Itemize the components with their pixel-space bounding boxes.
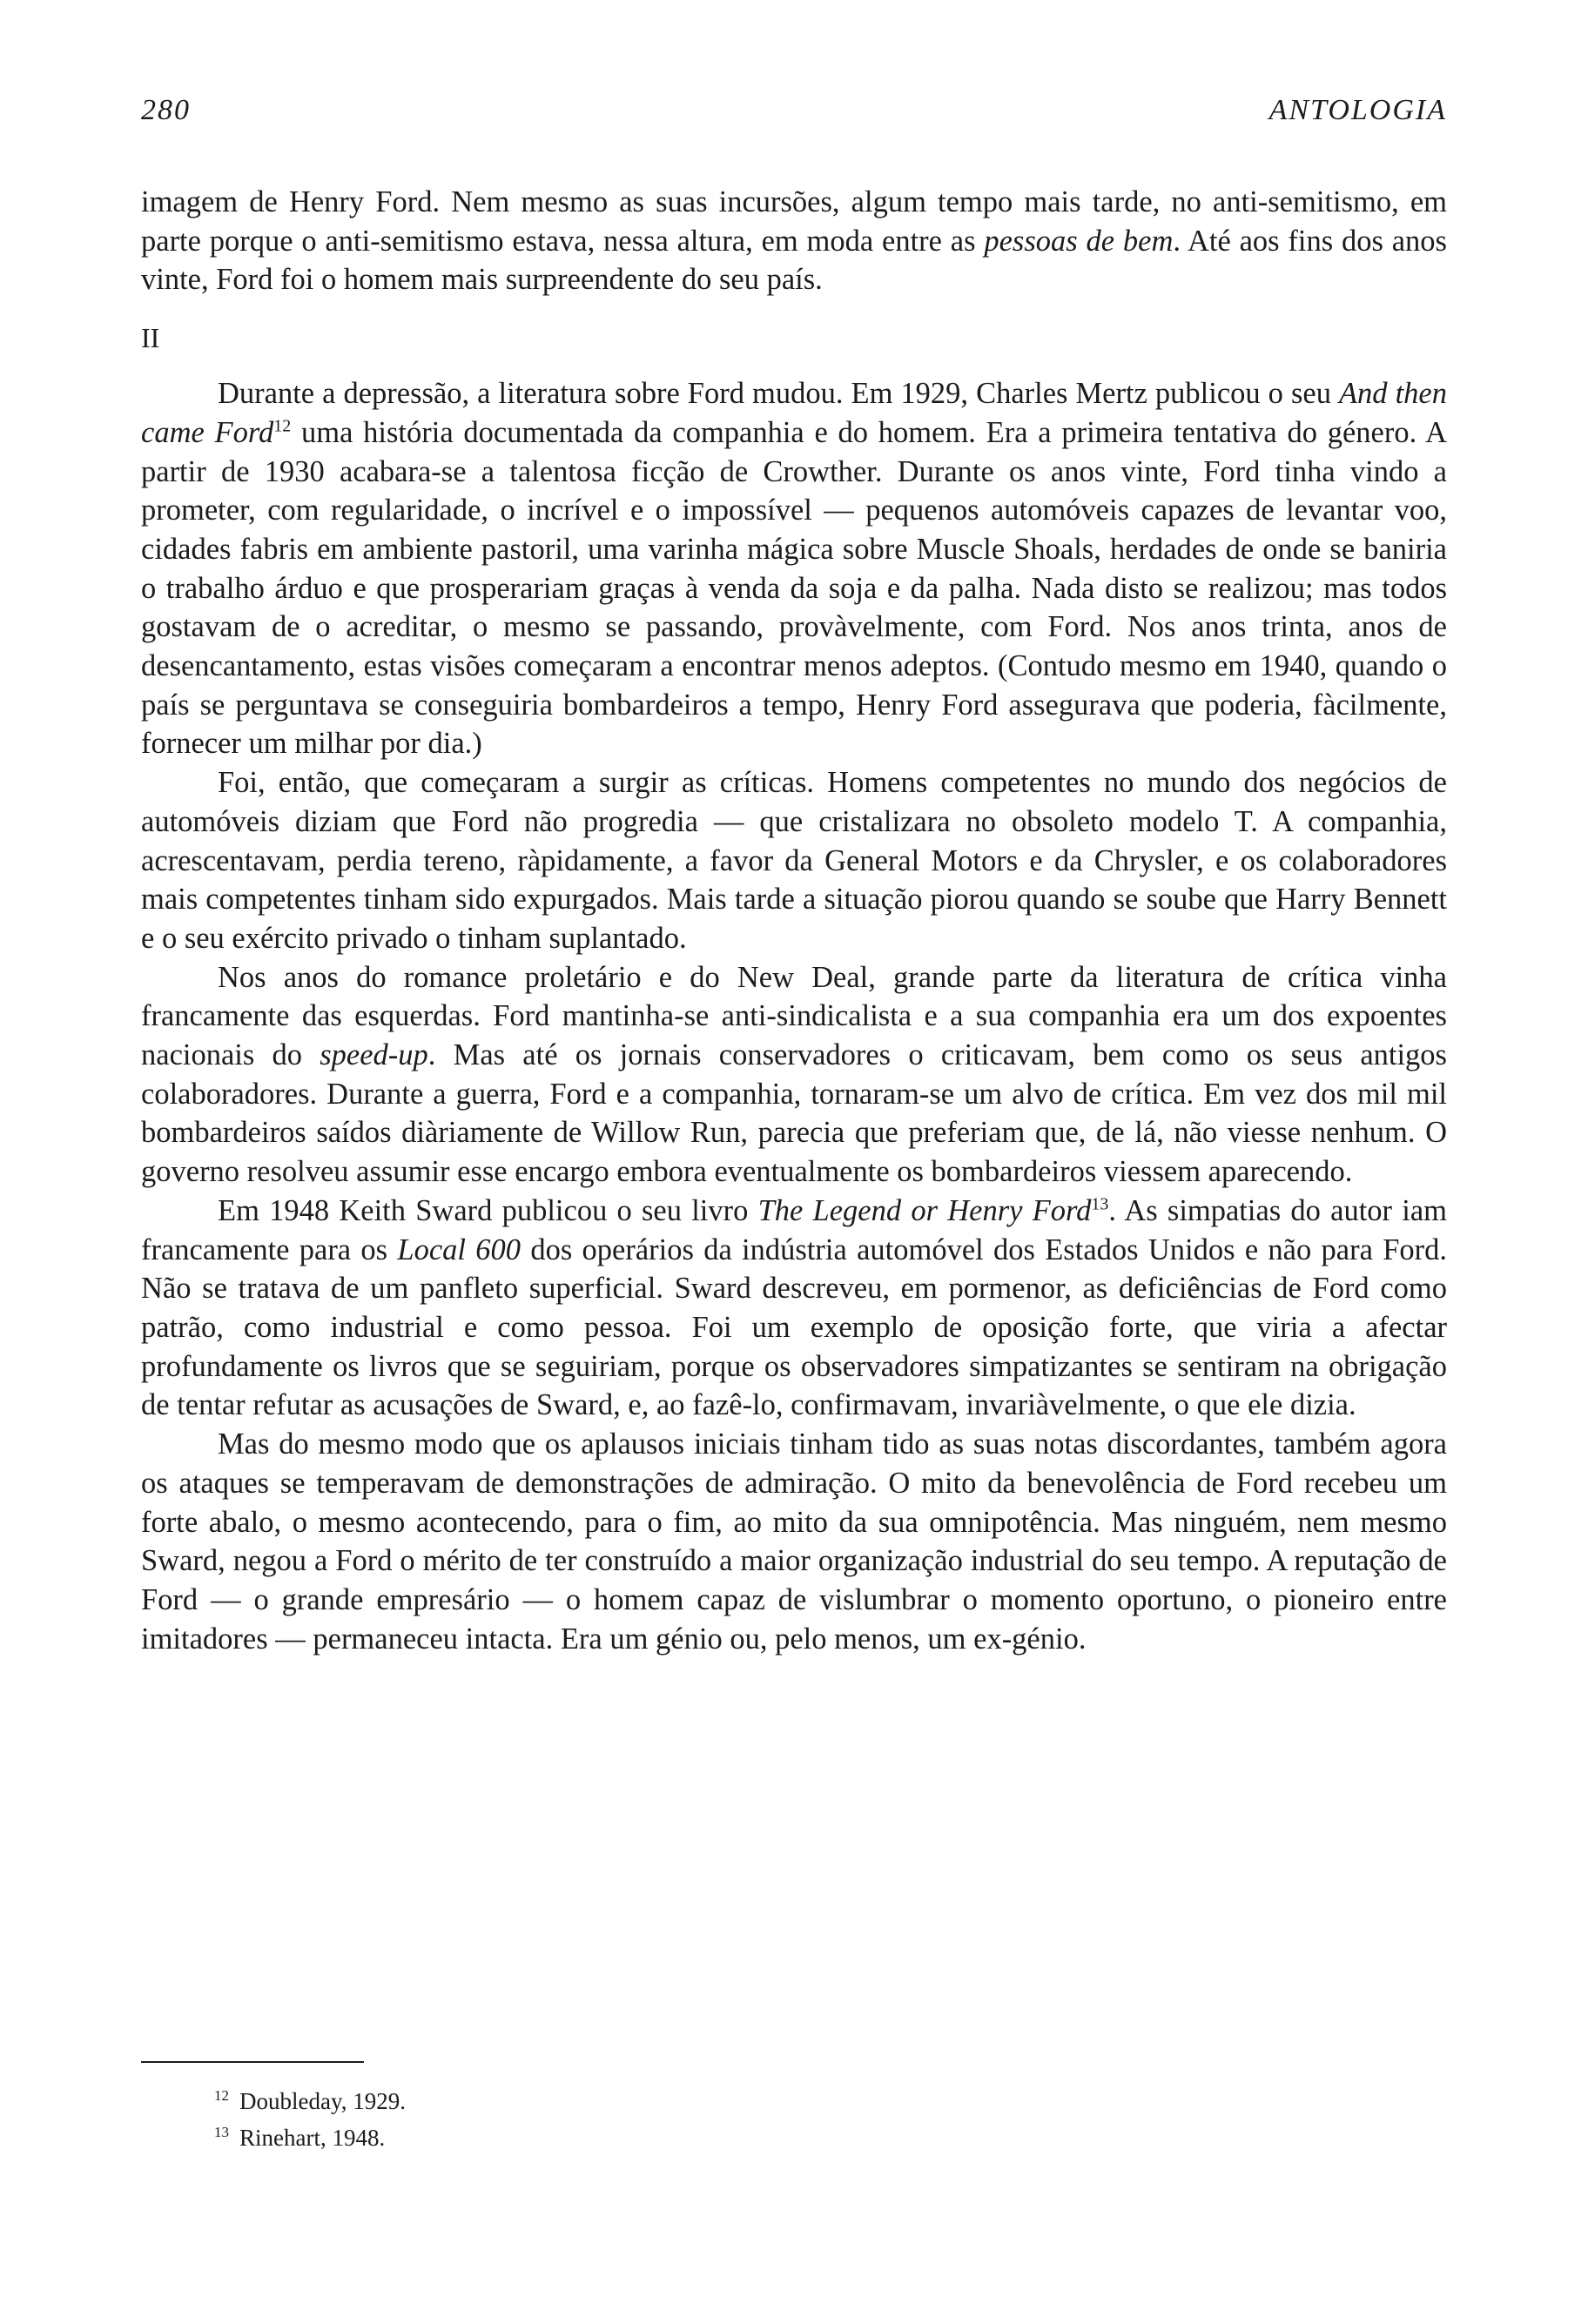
footnote-mark: 13 [214, 2124, 229, 2140]
body-text [141, 183, 1447, 1658]
text-run: Foi, então, que começaram a surgir as críticas. Homens competentes no mundo dos negócios de automóveis diziam que Ford não progredia — que cristalizara no obsoleto modelo T. A companhia, acrescentavam, perdia tereno, ràpidamente, a favor da General Motors e da Chrysler, e os colaboradores mais competentes tinham sido expurgados. Mais tarde a situação piorou quando se soube que Harry Bennett e o seu exército privado o tinham suplantado. [141, 766, 1447, 955]
footnote-text: Rinehart, 1948. [239, 2125, 386, 2151]
footnote [214, 2083, 406, 2119]
footnote-mark: 12 [214, 2087, 229, 2104]
italic-text: pessoas de bem [984, 224, 1174, 258]
section-number: II [141, 322, 160, 354]
paragraph [141, 183, 1447, 299]
text-run: uma história documentada da companhia e do homem. Era a primeira tentativa do género. A partir de 1930 acabara-se a talentosa ficção de Crowther. Durante os anos vinte, Ford tinha vindo a prometer, com regularidade, o incrível e o impossível — pequenos automóveis capazes de levantar voo, cidades fabris em ambiente pastoril, uma varinha mágica sobre Muscle Shoals, herdades de onde se baniria o trabalho árduo e que prosperariam graças à venda da soja e da palha. Nada disto se realizou; mas todos gostavam de o acreditar, o mesmo se passando, provàvelmente, com Ford. Nos anos trinta, anos de desencantamento, estas visões começaram a encontrar menos adeptos. (Contudo mesmo em 1940, quando o país se perguntava se conseguiria bombardeiros a tempo, Henry Ford assegurava que poderia, fàcilmente, fornecer um milhar por dia.) [141, 415, 1447, 761]
text-run: dos operários da indústria automóvel dos Estados Unidos e não para Ford. Não se tratava de um panfleto superficial. Sward descreveu, em pormenor, as deficiências de Ford como patrão, como industrial e como pessoa. Foi um exemplo de oposição forte, que viria a afectar profundamente os livros que se seguiriam, porque os observadores simpatizantes se sentiram na obrigação de tentar refutar as acusações de Sward, e, ao fazê-lo, confirmavam, invariàvelmente, o que ele dizia. [141, 1233, 1447, 1422]
text-run: . Mas até os jornais conservadores o criticavam, bem como os seus antigos colaboradores. Durante a guerra, Ford e a companhia, tornaram-se um alvo de crítica. Em vez dos mil mil bombardeiros saídos diàriamente de Willow Run, parecia que preferiam que, de lá, não viesse nenhum. O governo resolveu assumir esse encargo embora eventualmente os bombardeiros viessem aparecendo. [141, 1038, 1447, 1189]
footnotes [214, 2083, 406, 2156]
italic-text: Local 600 [397, 1233, 521, 1266]
footnote-text: Doubleday, 1929. [239, 2088, 406, 2114]
footnote-rule [141, 2061, 364, 2063]
book-page [141, 0, 1447, 2324]
text-run: Durante a depressão, a literatura sobre Ford mudou. Em 1929, Charles Mertz publicou o seu [218, 377, 1339, 411]
text-run: Nos anos do romance proletário e do New Deal, grande parte da literatura de crítica vinha francamente das esquerdas. Ford mantinha-se anti-sindicalista e a sua companhia era um dos expoentes nacionais do [141, 960, 1447, 1072]
running-title: ANTOLOGIA [1268, 94, 1447, 126]
italic-text: And then came Ford [141, 377, 1447, 449]
text-run: Em 1948 Keith Sward publicou o seu livro [218, 1193, 758, 1227]
paragraph [141, 1425, 1447, 1658]
footnote-ref: 12 [273, 416, 292, 436]
italic-text: speed-up [320, 1038, 428, 1072]
paragraph [141, 374, 1447, 763]
paragraph [141, 763, 1447, 958]
italic-text: The Legend or Henry Ford [757, 1193, 1092, 1227]
page-number: 280 [141, 94, 191, 126]
footnote [214, 2119, 406, 2156]
paragraph [141, 958, 1447, 1192]
footnote-ref: 13 [1091, 1194, 1109, 1214]
paragraph [141, 1192, 1447, 1425]
text-run: Mas do mesmo modo que os aplausos iniciais tinham tido as suas notas discordantes, também agora os ataques se temperavam de demonstrações de admiração. O mito da benevolência de Ford recebeu um forte abalo, o mesmo acontecendo, para o fim, ao mito da sua omnipotência. Mas ninguém, nem mesmo Sward, negou a Ford o mérito de ter construído a maior organização industrial do seu tempo. A reputação de Ford — o grande empresário — o homem capaz de vislumbrar o momento oportuno, o pioneiro entre imitadores — permaneceu intacta. Era um génio ou, pelo menos, um ex-génio. [141, 1427, 1447, 1656]
running-head [141, 94, 1447, 134]
text-run: . As simpatias do autor iam francamente para os [141, 1193, 1447, 1266]
text-run: . Até aos fins dos anos vinte, Ford foi o homem mais surpreendente do seu país. [141, 224, 1447, 297]
text-run: imagem de Henry Ford. Nem mesmo as suas incursões, algum tempo mais tarde, no anti-semitismo, em parte porque o anti-semitismo estava, nessa altura, em moda entre as [141, 185, 1447, 258]
